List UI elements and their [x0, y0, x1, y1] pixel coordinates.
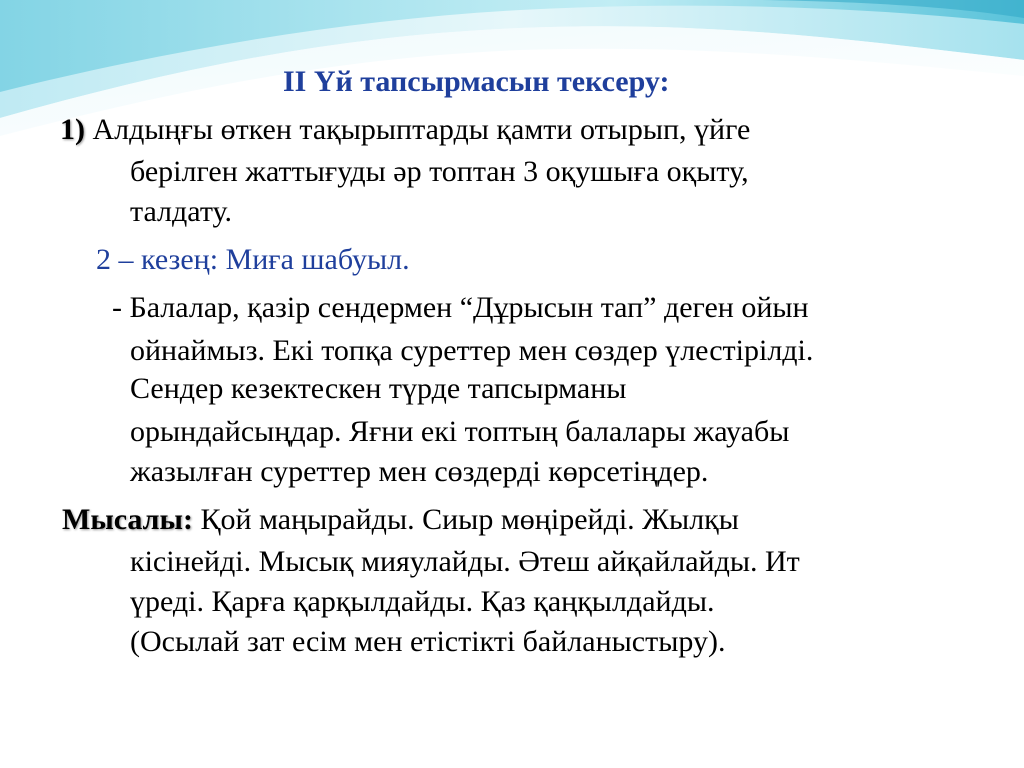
stage-heading: 2 – кезең: Миға шабуыл.	[96, 243, 410, 276]
item-1-line-2: берілген жаттығуды әр топтан 3 оқушыға оқыту,	[130, 155, 749, 188]
instruction-line-2: ойнаймыз. Екі топқа суреттер мен сөздер үлестірілді.	[130, 334, 814, 367]
item-1-line-1	[60, 110, 750, 150]
example-text-1: Қой маңырайды. Сиыр мөңірейді. Жылқы	[200, 503, 739, 536]
instruction-line-1: - Балалар, қазір сендермен “Дұрысын тап” деген ойын	[112, 291, 809, 324]
slide-title: II Үй тапсырмасын тексеру:	[283, 65, 670, 98]
instruction-line-5: жазылған суреттер мен сөздерді көрсетіңдер.	[130, 455, 709, 488]
example-line-3: үреді. Қарға қарқылдайды. Қаз қаңқылдайды.	[130, 585, 715, 618]
example-line-2: кісінейді. Мысық мияулайды. Әтеш айқайлайды. Ит	[130, 545, 800, 578]
instruction-line-4: орындайсыңдар. Яғни екі топтың балалары жауабы	[130, 415, 790, 448]
item-1-text-1: Алдыңғы өткен тақырыптарды қамти отырып, үйге	[92, 113, 751, 146]
item-1-marker: 1)	[60, 113, 85, 146]
example-label: Мысалы:	[62, 503, 193, 536]
instruction-line-3: Сендер кезектескен түрде тапсырманы	[130, 372, 627, 405]
example-line-1	[62, 500, 739, 540]
example-line-4: (Осылай зат есім мен етістікті байланыстыру).	[130, 625, 726, 658]
item-1-line-3: талдату.	[130, 195, 233, 228]
